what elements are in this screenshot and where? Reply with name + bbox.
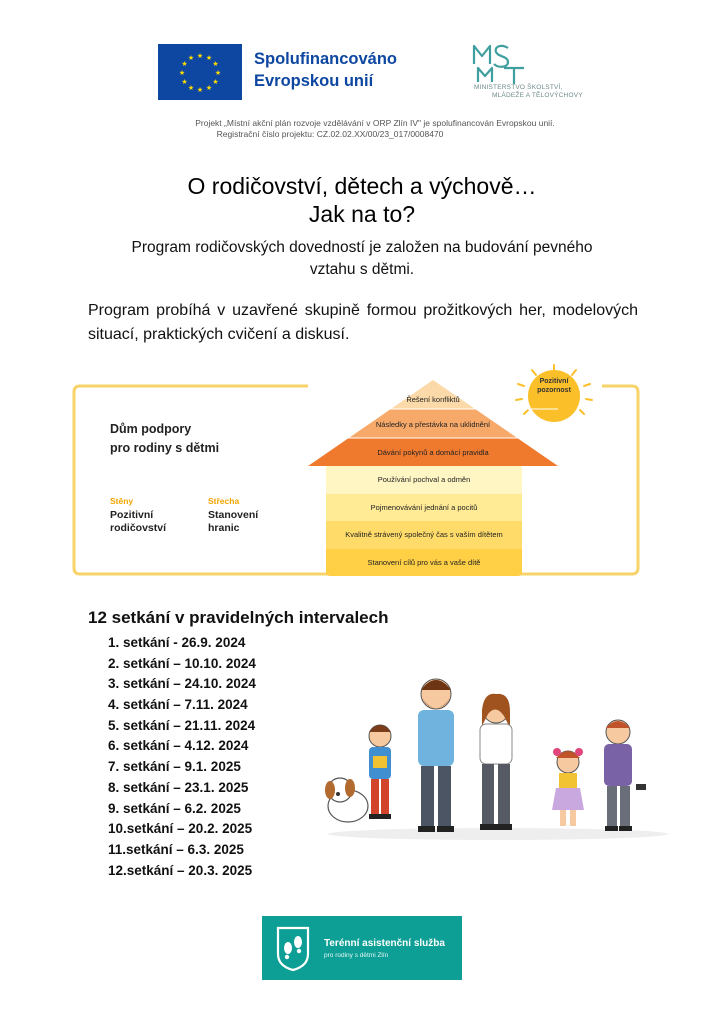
list-item: 2. setkání – 10.10. 2024 bbox=[108, 655, 256, 671]
list-item: 1. setkání - 26.9. 2024 bbox=[108, 635, 246, 650]
svg-text:★: ★ bbox=[196, 52, 204, 60]
eu-text-line-1: Spolufinancováno bbox=[254, 50, 398, 68]
project-note-line-1: Projekt „Místní akční plán rozvoje vzdělávání v ORP Zlín IV" je spolufinancován Evropskou unií. bbox=[195, 118, 555, 128]
subtitle bbox=[90, 237, 634, 281]
msmt-logo-icon bbox=[470, 42, 534, 86]
house-walls bbox=[326, 466, 522, 576]
title-line-1: O rodičovství, dětech a výchově… bbox=[187, 173, 537, 199]
roof-row-1: Řešení konfliktů bbox=[406, 395, 460, 404]
page-title bbox=[0, 172, 724, 228]
house-title bbox=[110, 420, 219, 458]
list-item: 5. setkání – 21.11. 2024 bbox=[108, 717, 256, 733]
house-title-line-2: pro rodiny s dětmi bbox=[110, 441, 220, 455]
roof-row-3: Dávání pokynů a domácí pravidla bbox=[377, 448, 489, 457]
msmt-text-line-2: MLÁDEŽE A TĚLOVÝCHOVY bbox=[492, 92, 583, 99]
father-figure bbox=[418, 679, 454, 832]
svg-text:★: ★ bbox=[212, 78, 219, 86]
svg-text:★: ★ bbox=[212, 60, 219, 68]
wall-row-4: Stanovení cílů pro vás a vaše dítě bbox=[326, 549, 522, 577]
roof-label: Střecha bbox=[208, 496, 240, 506]
meetings-heading: 12 setkání v pravidelných intervalech bbox=[88, 608, 389, 627]
walls-value-line-2: rodičovství bbox=[110, 522, 167, 534]
svg-text:★: ★ bbox=[187, 84, 195, 92]
wall-row-1: Používání pochval a odměn bbox=[326, 466, 522, 494]
msmt-text bbox=[474, 84, 583, 100]
eu-cofinanced-text bbox=[254, 48, 397, 92]
list-item: 11.setkání – 6.3. 2025 bbox=[108, 841, 244, 857]
list-item: 10.setkání – 20.2. 2025 bbox=[108, 821, 253, 837]
list-item: 4. setkání – 7.11. 2024 bbox=[108, 697, 248, 713]
footer-service-name: Terénní asistenční služba bbox=[324, 938, 445, 949]
sun-text-line-2: pozornost bbox=[537, 387, 571, 394]
svg-text:★: ★ bbox=[205, 84, 213, 92]
subtitle-line-2: vztahu s dětmi. bbox=[309, 261, 415, 278]
eu-flag-icon bbox=[158, 44, 242, 100]
list-item: 12.setkání – 20.3. 2025 bbox=[108, 862, 253, 878]
walls-label: Stěny bbox=[110, 496, 134, 506]
project-note bbox=[0, 118, 724, 140]
meetings-list bbox=[108, 633, 256, 881]
footprints-icon bbox=[272, 924, 314, 972]
list-item: 7. setkání – 9.1. 2025 bbox=[108, 759, 241, 775]
svg-text:★: ★ bbox=[181, 60, 188, 68]
eu-text-line-2: Evropskou unií bbox=[254, 72, 374, 90]
svg-text:★: ★ bbox=[196, 86, 204, 94]
msmt-text-line-1: MINISTERSTVO ŠKOLSTVÍ, bbox=[474, 84, 563, 91]
program-description: Program probíhá v uzavřené skupině formou prožitkových her, modelových situací, praktických cvičení a diskusí. bbox=[88, 302, 638, 343]
sun-text-line-1: Pozitivní bbox=[539, 378, 569, 385]
roof-row-2: Následky a přestávka na uklidnění bbox=[375, 420, 491, 429]
walls-legend bbox=[110, 496, 166, 535]
mother-figure bbox=[480, 694, 512, 830]
roof-legend bbox=[208, 496, 258, 535]
title-line-2: Jak na to? bbox=[308, 201, 416, 227]
wall-row-2: Pojmenovávání jednání a pocitů bbox=[326, 494, 522, 522]
walls-value-line-1: Pozitivní bbox=[110, 509, 154, 521]
svg-text:★: ★ bbox=[187, 54, 195, 62]
roof-value-line-2: hranic bbox=[208, 522, 240, 534]
list-item: 6. setkání – 4.12. 2024 bbox=[108, 738, 249, 754]
family-illustration bbox=[318, 666, 670, 842]
registration-number: Registrační číslo projektu: CZ.02.02.XX/00/23_017/0008470 bbox=[216, 129, 444, 139]
roof-value-line-1: Stanovení bbox=[208, 509, 259, 521]
svg-text:★: ★ bbox=[214, 69, 222, 77]
house-title-line-1: Dům podpory bbox=[110, 422, 192, 436]
svg-text:★: ★ bbox=[178, 69, 186, 77]
svg-text:★: ★ bbox=[205, 54, 213, 62]
list-item: 9. setkání – 6.2. 2025 bbox=[108, 800, 241, 816]
wall-row-3: Kvalitně strávený společný čas s vaším dítětem bbox=[326, 521, 522, 549]
house-roof bbox=[306, 380, 560, 466]
svg-text:★: ★ bbox=[181, 78, 188, 86]
footer-service-subtitle: pro rodiny s dětmi Zlín bbox=[324, 952, 389, 959]
girl-figure bbox=[552, 748, 584, 826]
boy-figure bbox=[369, 725, 391, 819]
list-item: 3. setkání – 24.10. 2024 bbox=[108, 676, 256, 692]
subtitle-line-1: Program rodičovských dovedností je založen na budování pevného bbox=[131, 239, 593, 256]
teen-boy-figure bbox=[604, 720, 646, 831]
footer-logo bbox=[262, 916, 462, 980]
list-item: 8. setkání – 23.1. 2025 bbox=[108, 779, 249, 795]
dog-figure bbox=[325, 778, 368, 822]
